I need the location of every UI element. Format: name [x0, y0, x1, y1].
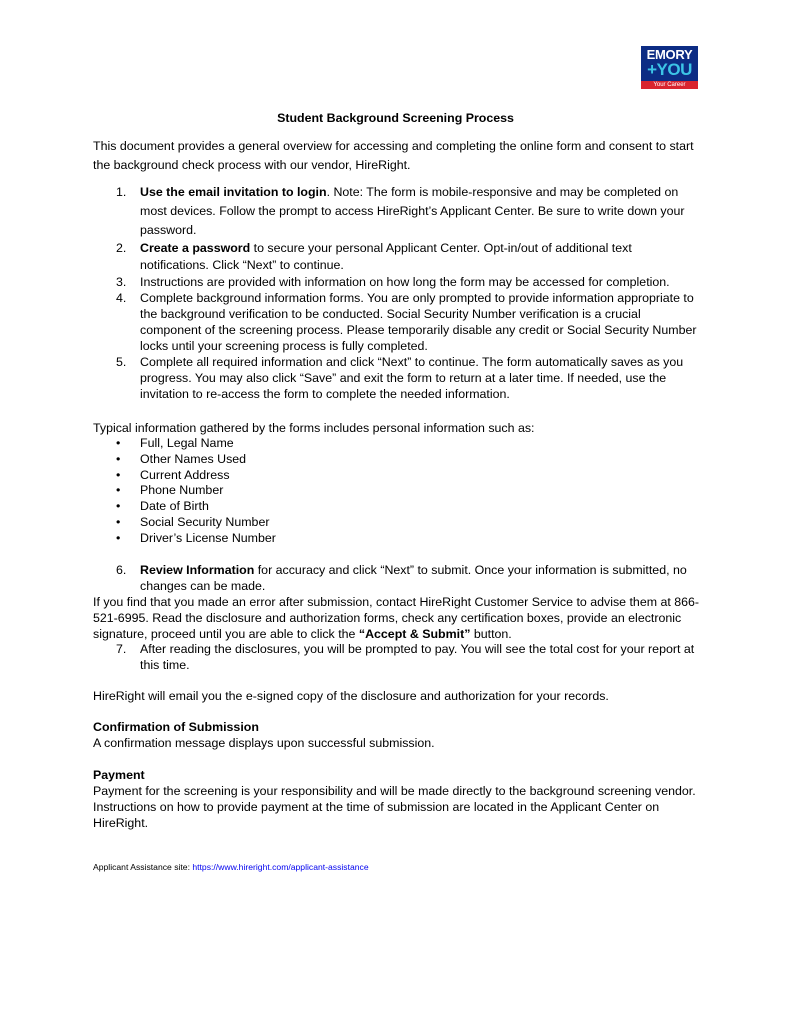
step-item: [93, 240, 703, 274]
logo-career-text: Your Career: [653, 82, 686, 88]
logo-top-panel: [641, 46, 698, 81]
bullet-glyph: •: [116, 499, 121, 514]
step-six-list: [93, 562, 703, 594]
step-text: Instructions are provided with information on how long the form may be accessed for completion.: [140, 275, 670, 289]
logo-emory-text: EMORY: [646, 47, 693, 62]
assistance-label: Applicant Assistance site:: [93, 862, 193, 872]
step-number: 6.: [116, 563, 127, 577]
typical-info-intro: Typical information gathered by the forms includes personal information such as:: [93, 421, 535, 435]
applicant-assistance-line: [93, 861, 703, 873]
step-bold-text: Review Information: [140, 563, 255, 577]
error-paragraph: [93, 594, 703, 642]
step-text: . Note: The form is mobile-responsive and may be completed on most devices. Follow the prompt to access HireRight’s Applicant Center. Be sure to write down your password.: [140, 185, 685, 237]
list-item: [93, 452, 703, 468]
step-number: 5.: [116, 355, 127, 369]
list-item: [93, 515, 703, 531]
step-text: Complete all required information and click “Next” to continue. The form automatically saves as you progress. You may also click “Save” and exit the form to return at a later time. If needed, use the invitation to re-access the form to complete the needed information.: [140, 355, 684, 401]
typical-info-list: [93, 436, 703, 547]
accept-submit-label: “Accept & Submit”: [358, 627, 471, 641]
logo-you-text: +YOU: [647, 60, 692, 79]
list-item: [93, 483, 703, 499]
list-item: [93, 531, 703, 547]
bullet-glyph: •: [116, 451, 121, 466]
list-item-text: Full, Legal Name: [140, 436, 234, 450]
list-item-text: Phone Number: [140, 483, 224, 498]
list-item: [93, 499, 703, 515]
payment-text: Payment for the screening is your responsibility and will be made directly to the background screening vendor. Instructions on how to provide payment at the time of submission are located in the Applicant Center on HireRight.: [93, 784, 696, 830]
payment-heading: Payment: [93, 768, 145, 782]
hireright-email-paragraph: HireRight will email you the e-signed copy of the disclosure and authorization for your records.: [93, 689, 609, 703]
list-item: [93, 468, 703, 484]
step-item: [93, 354, 703, 402]
list-item-text: Driver’s License Number: [140, 530, 276, 545]
list-item-text: Current Address: [140, 467, 230, 482]
bullet-glyph: •: [116, 514, 121, 529]
step-seven-list: [93, 641, 703, 673]
bullet-glyph: •: [116, 483, 121, 498]
step-number: 4.: [116, 291, 127, 305]
step-number: 7.: [116, 642, 127, 656]
step-text: After reading the disclosures, you will be prompted to pay. You will see the total cost for your report at this time.: [140, 642, 695, 672]
step-item: [93, 274, 703, 290]
step-item: [93, 641, 703, 673]
step-bold-text: Use the email invitation to login: [140, 185, 327, 199]
list-item-text: Social Security Number: [140, 514, 270, 529]
emory-you-logo: [641, 46, 698, 89]
error-tail-text: button.: [470, 627, 512, 641]
steps-list: [93, 183, 703, 402]
list-item-text: Date of Birth: [140, 499, 209, 514]
step-number: 3.: [116, 275, 127, 289]
list-item: [93, 436, 703, 452]
step-item: [93, 183, 703, 240]
step-item: [93, 290, 703, 354]
list-item-text: Other Names Used: [140, 451, 247, 466]
bullet-glyph: •: [116, 530, 121, 545]
confirmation-text: A confirmation message displays upon successful submission.: [93, 736, 435, 750]
intro-paragraph: This document provides a general overview for accessing and completing the online form and consent to start the background check process with our vendor, HireRight.: [93, 139, 694, 172]
step-item: [93, 562, 703, 594]
step-text: for accuracy and click “Next” to submit. Once your information is submitted, no changes can be made.: [140, 563, 687, 593]
step-number: 2.: [116, 241, 127, 255]
bullet-glyph: •: [116, 436, 121, 450]
error-text: If you find that you made an error after submission, contact HireRight Customer Service to advise them at 866-521-6995. Read the disclosure and authorization forms, check any certification boxes, provide an electronic signature, proceed until you are able to click the: [93, 595, 700, 641]
bullet-glyph: •: [116, 467, 121, 482]
step-number: 1.: [116, 185, 127, 199]
step-text: Complete background information forms. You are only prompted to provide information appropriate to the background verification to be conducted. Social Security Number verification is a crucial component of the screening process. Please temporarily disable any credit or Social Security Number locks until your screening process is fully completed.: [140, 291, 697, 353]
step-bold-text: Create a password: [140, 241, 251, 255]
logo-bottom-band: [641, 81, 698, 89]
step-text: to secure your personal Applicant Center. Opt-in/out of additional text notifications. Click “Next” to continue.: [140, 241, 632, 272]
page-title: Student Background Screening Process: [277, 111, 514, 125]
confirmation-heading: Confirmation of Submission: [93, 720, 259, 734]
applicant-assistance-link[interactable]: https://www.hireright.com/applicant-assistance: [192, 862, 369, 872]
